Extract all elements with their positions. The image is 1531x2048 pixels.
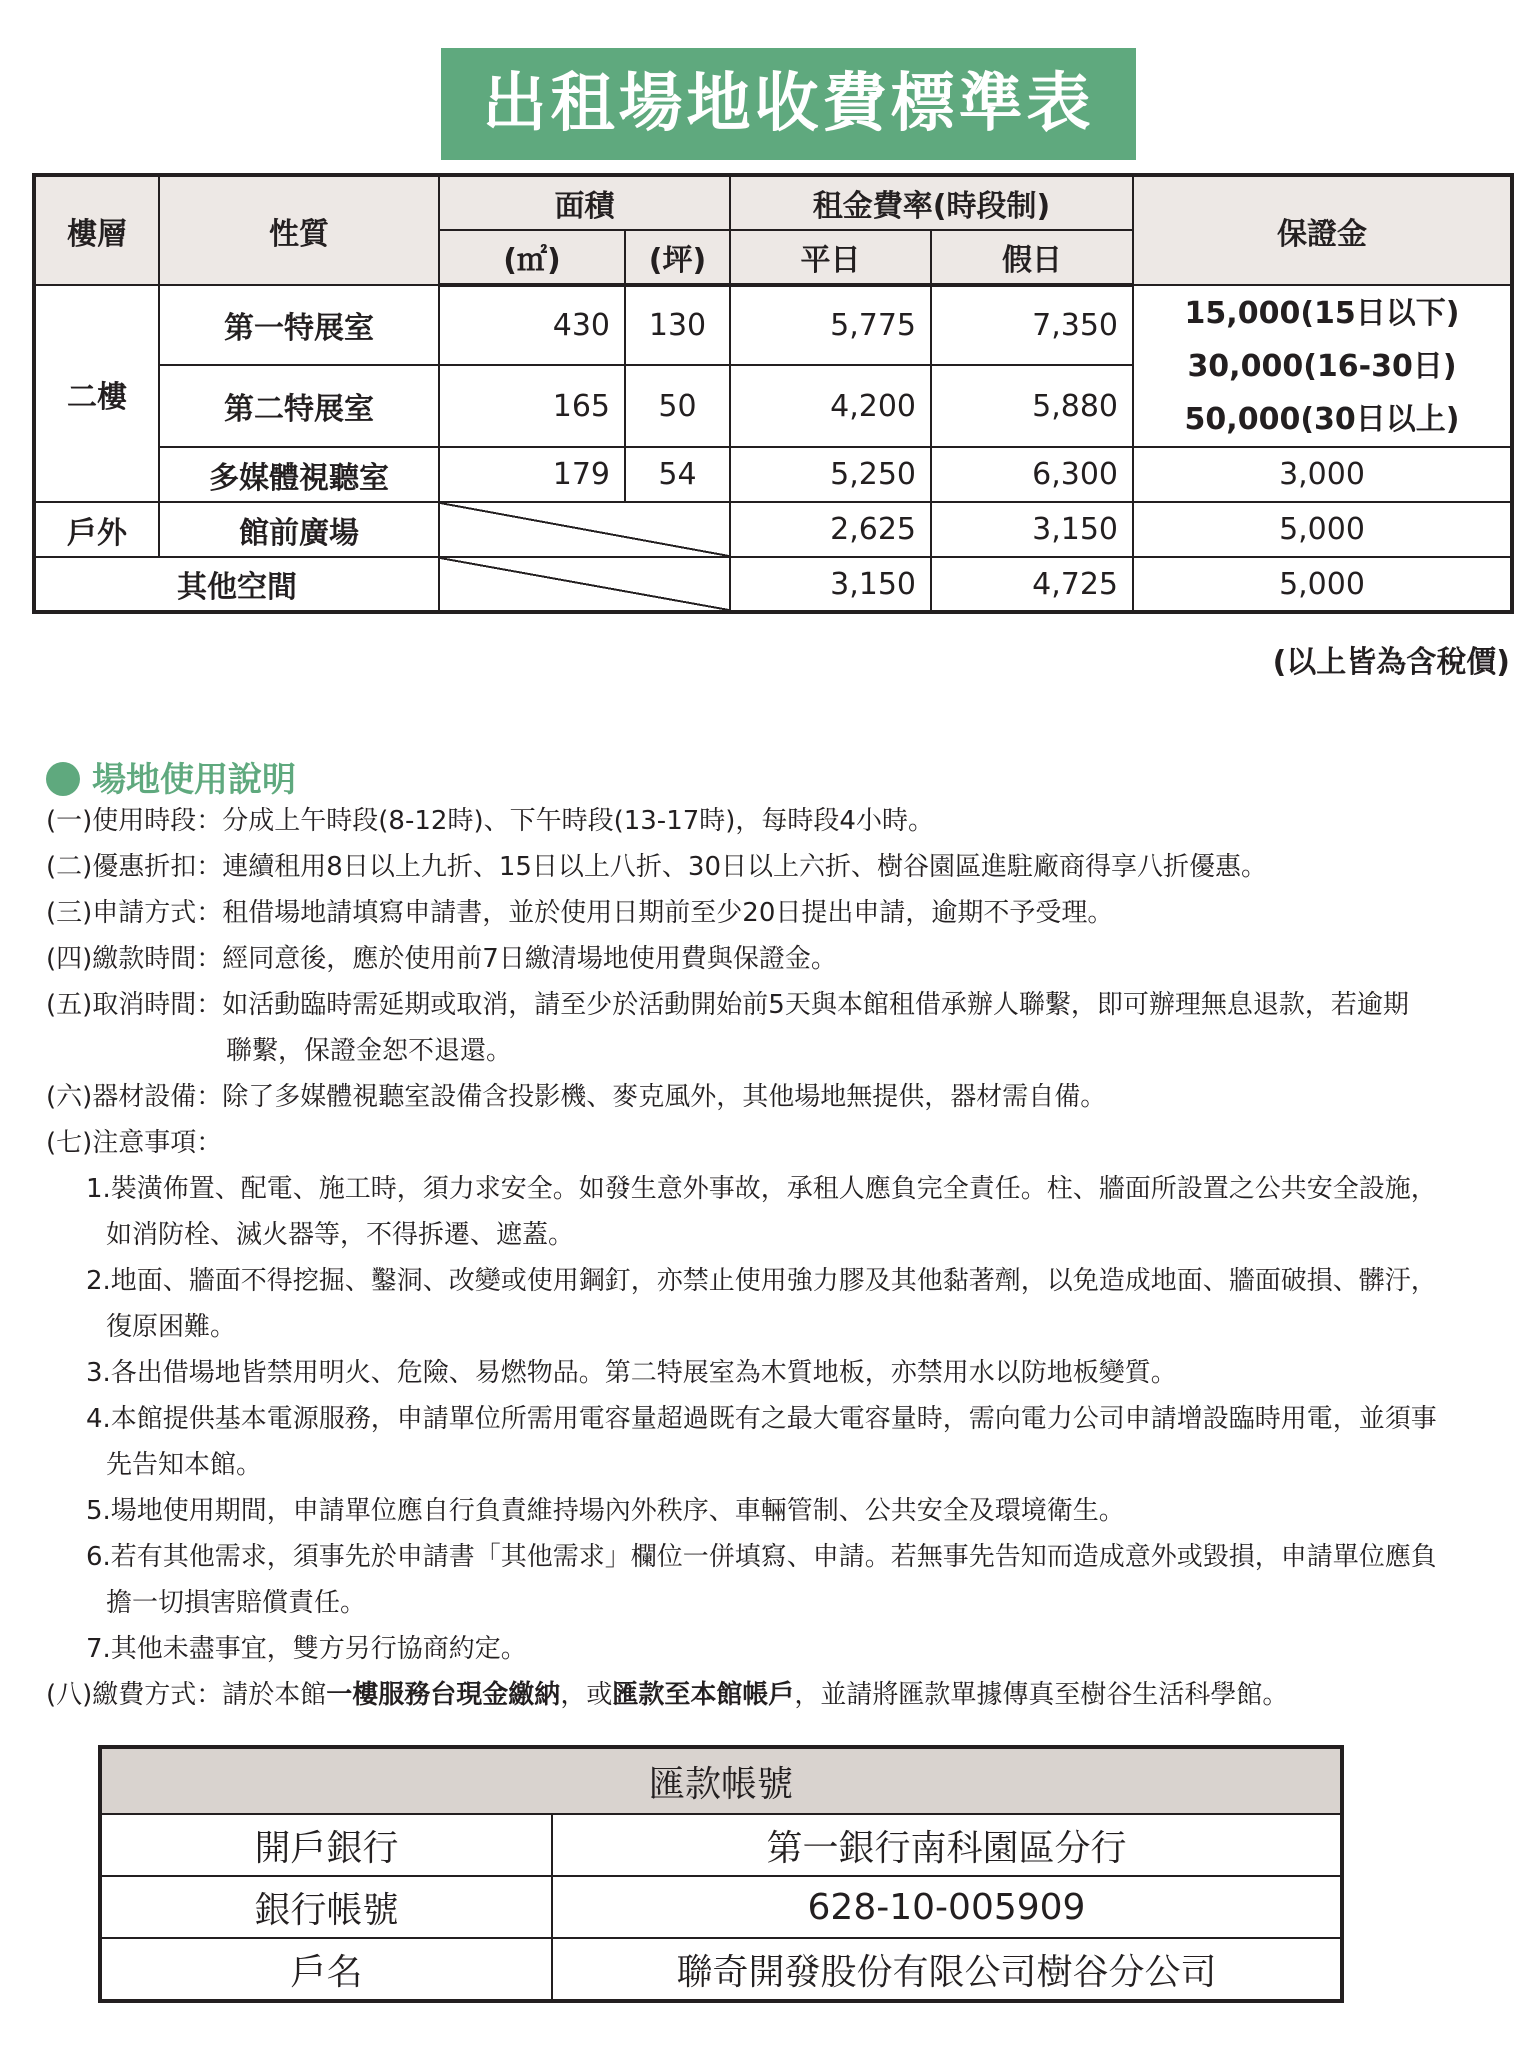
venue-name: 館前廣場 (159, 502, 439, 557)
note-line: (四)繳款時間：經同意後，應於使用前7日繳清場地使用費與保證金。 (46, 944, 837, 974)
header-type: 性質 (159, 175, 439, 285)
payment-line (46, 1680, 1288, 1710)
area-m2: 430 (439, 285, 625, 365)
venue-name: 第一特展室 (159, 285, 439, 365)
header-deposit: 保證金 (1133, 175, 1512, 285)
venue-name: 多媒體視聽室 (159, 447, 439, 502)
weekday-rate: 5,250 (730, 447, 931, 502)
bank-label: 開戶銀行 (100, 1814, 552, 1876)
deposit-special (1133, 285, 1512, 447)
page-title: 出租場地收費標準表 (441, 48, 1136, 160)
note-line: 2.地面、牆面不得挖掘、鑿洞、改變或使用鋼釘，亦禁止使用強力膠及其他黏著劑，以免造成地面、牆面破損、髒汙， (86, 1266, 1437, 1296)
header-area-m2: (㎡) (439, 230, 625, 285)
bank-value: 628-10-005909 (552, 1876, 1342, 1938)
payment-transfer: 匯款至本館帳戶 (612, 1680, 795, 1710)
bullet-dot-icon (46, 762, 80, 796)
holiday-rate: 5,880 (931, 365, 1133, 447)
header-floor: 樓層 (34, 175, 159, 285)
holiday-rate: 6,300 (931, 447, 1133, 502)
section-title (46, 752, 296, 801)
deposit: 5,000 (1133, 502, 1512, 557)
holiday-rate: 7,350 (931, 285, 1133, 365)
holiday-rate: 3,150 (931, 502, 1133, 557)
note-line: 先告知本館。 (106, 1450, 263, 1480)
note-line: (五)取消時間：如活動臨時需延期或取消，請至少於活動開始前5天與本館租借承辦人聯繫，即可辦理無息退款，若逾期 (46, 990, 1409, 1020)
area-m2: 165 (439, 365, 625, 447)
weekday-rate: 2,625 (730, 502, 931, 557)
note-line: (一)使用時段：分成上午時段(8-12時)、下午時段(13-17時)，每時段4小時。 (46, 806, 934, 836)
bank-value: 第一銀行南科園區分行 (552, 1814, 1342, 1876)
weekday-rate: 5,775 (730, 285, 931, 365)
bank-table (98, 1745, 1344, 2003)
payment-mid: ，或 (560, 1680, 613, 1710)
note-line: (七)注意事項： (46, 1128, 223, 1158)
header-holiday: 假日 (931, 230, 1133, 285)
floor-cell: 戶外 (34, 502, 159, 557)
venue-name: 第二特展室 (159, 365, 439, 447)
area-ping: 54 (625, 447, 730, 502)
payment-cash: 一樓服務台現金繳納 (326, 1680, 561, 1710)
payment-prefix: (八)繳費方式：請於本館 (46, 1680, 327, 1710)
header-weekday: 平日 (730, 230, 931, 285)
deposit: 3,000 (1133, 447, 1512, 502)
note-line: (二)優惠折扣：連續租用8日以上九折、15日以上八折、30日以上六折、樹谷園區進駐廠商得享八折優惠。 (46, 852, 1267, 882)
empty-area-cell (439, 557, 730, 612)
note-line: 7.其他未盡事宜，雙方另行協商約定。 (86, 1634, 527, 1664)
floor-cell: 二樓 (34, 285, 159, 502)
empty-area-cell (439, 502, 730, 557)
deposit-tier: 50,000(30日以上) (1184, 401, 1460, 437)
weekday-rate: 3,150 (730, 557, 931, 612)
note-line: 復原困難。 (106, 1312, 237, 1342)
note-line: 如消防栓、滅火器等，不得拆遷、遮蓋。 (106, 1220, 575, 1250)
bank-label: 銀行帳號 (100, 1876, 552, 1938)
payment-suffix: ，並請將匯款單據傳真至樹谷生活科學館。 (794, 1680, 1289, 1710)
note-line: (三)申請方式：租借場地請填寫申請書，並於使用日期前至少20日提出申請，逾期不予受理。 (46, 898, 1114, 928)
deposit-tier: 15,000(15日以下) (1184, 295, 1460, 331)
fee-table (32, 173, 1514, 614)
note-line: 擔一切損害賠償責任。 (106, 1588, 367, 1618)
note-line: 6.若有其他需求，須事先於申請書「其他需求」欄位一併填寫、申請。若無事先告知而造成意外或毀損，申請單位應負 (86, 1542, 1437, 1572)
note-line: (六)器材設備：除了多媒體視聽室設備含投影機、麥克風外，其他場地無提供，器材需自備。 (46, 1082, 1107, 1112)
holiday-rate: 4,725 (931, 557, 1133, 612)
tax-note: (以上皆為含稅價) (1272, 645, 1510, 680)
header-rent: 租金費率(時段制) (730, 175, 1133, 230)
bank-table-title: 匯款帳號 (100, 1747, 1342, 1814)
venue-name: 其他空間 (34, 557, 439, 612)
deposit-tier: 30,000(16-30日) (1187, 348, 1457, 384)
area-ping: 50 (625, 365, 730, 447)
header-area: 面積 (439, 175, 730, 230)
note-line: 5.場地使用期間，申請單位應自行負責維持場內外秩序、車輛管制、公共安全及環境衛生。 (86, 1496, 1125, 1526)
bank-value: 聯奇開發股份有限公司樹谷分公司 (552, 1938, 1342, 2001)
note-line: 1.裝潢佈置、配電、施工時，須力求安全。如發生意外事故，承租人應負完全責任。柱、牆面所設置之公共安全設施， (86, 1174, 1437, 1204)
area-ping: 130 (625, 285, 730, 365)
deposit: 5,000 (1133, 557, 1512, 612)
header-area-ping: (坪) (625, 230, 730, 285)
note-line: 4.本館提供基本電源服務，申請單位所需用電容量超過既有之最大電容量時，需向電力公司申請增設臨時用電，並須事 (86, 1404, 1437, 1434)
weekday-rate: 4,200 (730, 365, 931, 447)
bank-label: 戶名 (100, 1938, 552, 2001)
note-line: 聯繫，保證金恕不退還。 (226, 1036, 513, 1066)
section-title-text: 場地使用說明 (92, 760, 296, 800)
note-line: 3.各出借場地皆禁用明火、危險、易燃物品。第二特展室為木質地板，亦禁用水以防地板變質。 (86, 1358, 1177, 1388)
area-m2: 179 (439, 447, 625, 502)
